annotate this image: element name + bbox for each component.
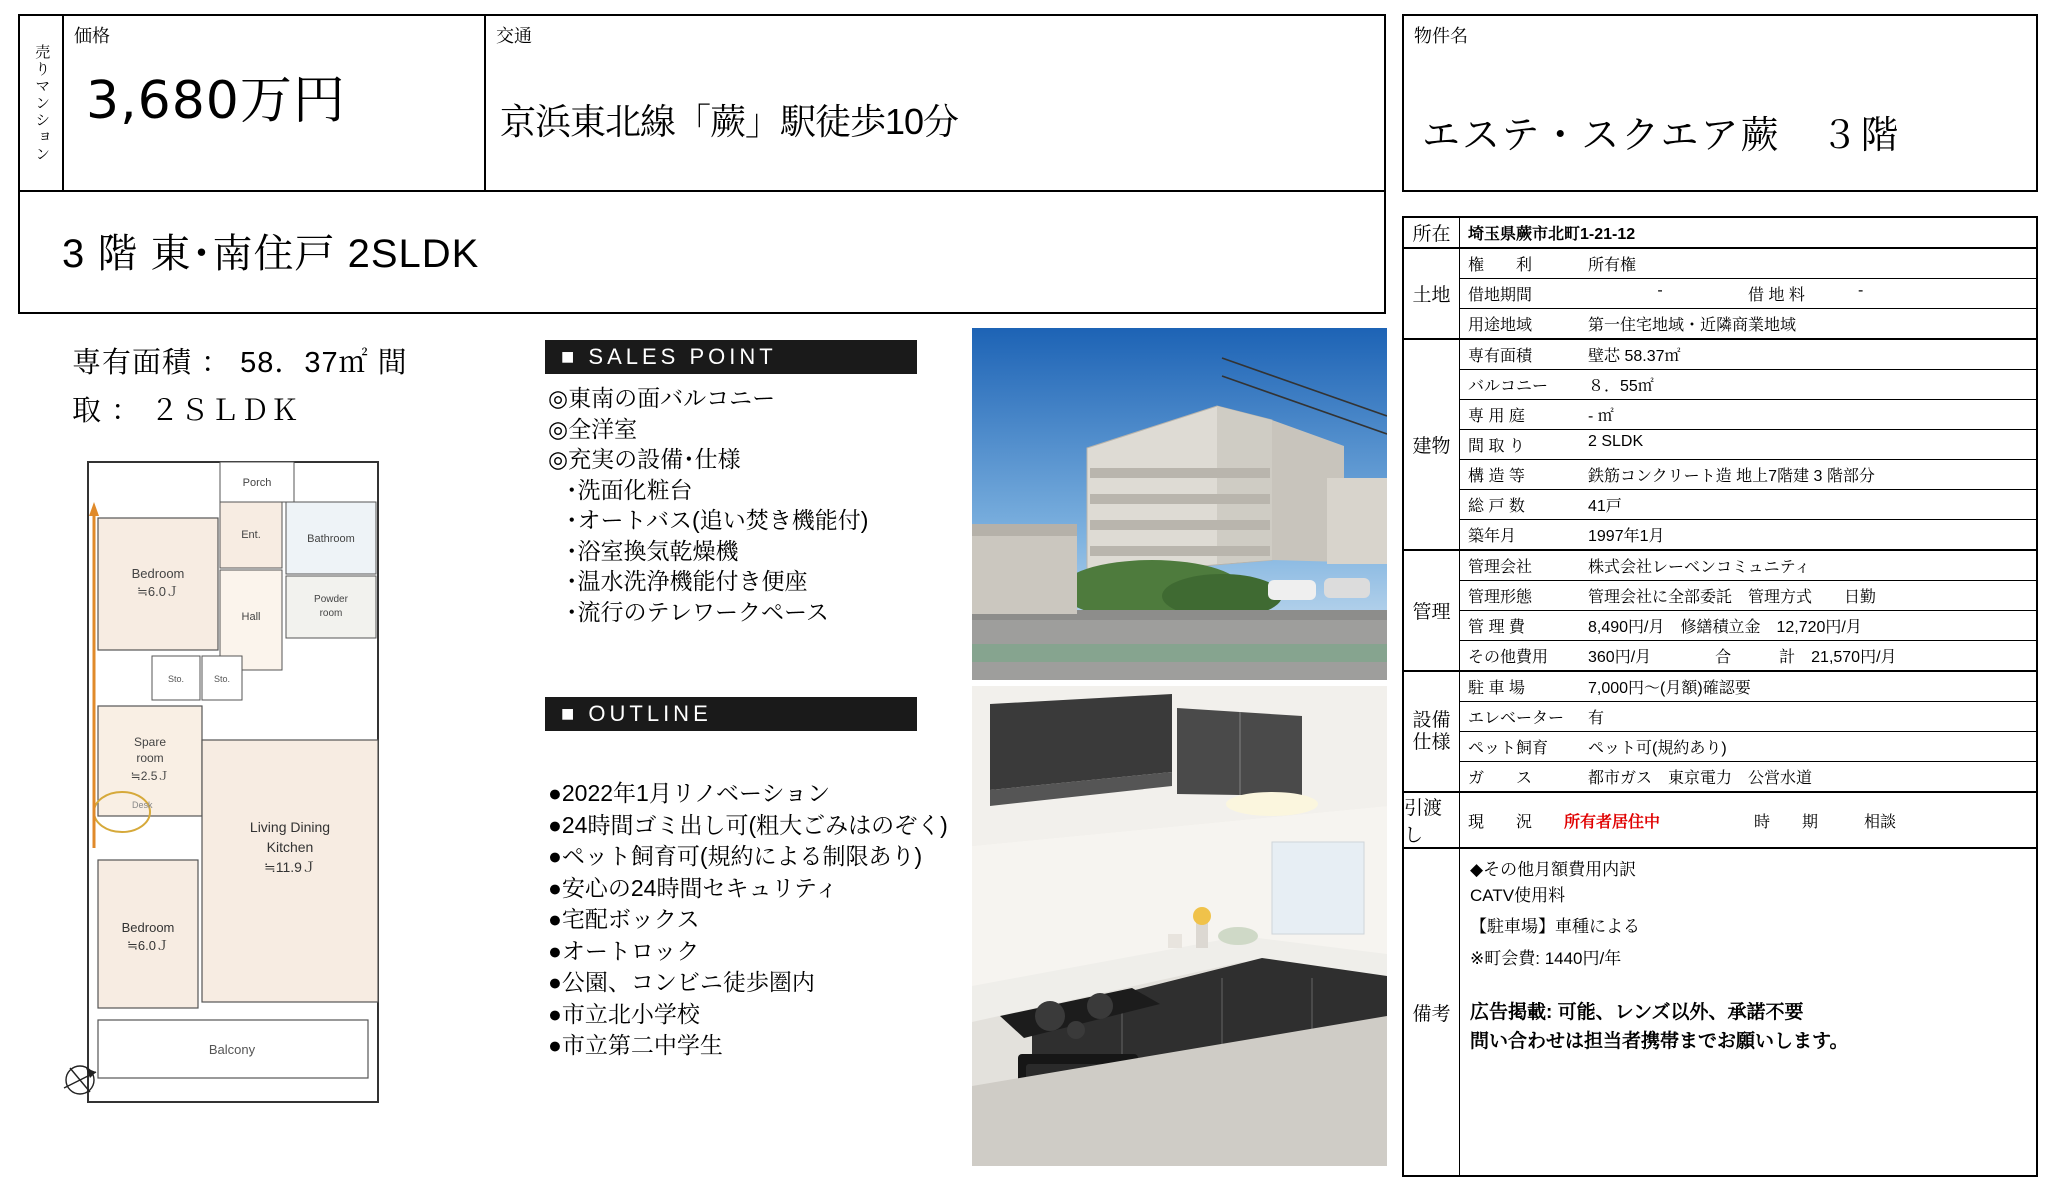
facility-key: ペット飼育 — [1468, 740, 1549, 757]
property-name-value: エステ・スクエア蕨 ３階 — [1422, 115, 1901, 157]
outline-item: ●オートロック — [548, 937, 700, 964]
delivery-status-key: 現 況 — [1468, 813, 1533, 831]
outline-list — [548, 778, 998, 1062]
facility-key: 駐 車 場 — [1468, 680, 1525, 697]
facility-key: ガ ス — [1468, 770, 1533, 787]
facility-group-text: 設備仕様 — [1412, 709, 1451, 753]
table-row — [1460, 430, 2036, 460]
header-band — [18, 14, 1386, 192]
land-value: 第一住宅地域・近隣商業地域 — [1588, 317, 1797, 334]
svg-text:≒2.5Ｊ: ≒2.5Ｊ — [130, 769, 170, 783]
remarks-body — [1460, 849, 2036, 1175]
table-row — [1460, 581, 2036, 611]
outline-item: ●市立北小学校 — [548, 1000, 700, 1027]
table-row — [1460, 460, 2036, 490]
table-row — [1460, 340, 2036, 370]
table-row — [1460, 249, 2036, 279]
svg-text:Bathroom: Bathroom — [307, 533, 355, 545]
svg-text:Balcony: Balcony — [208, 1042, 256, 1057]
table-row — [1460, 490, 2036, 520]
building-value: 2 SLDK — [1588, 433, 1644, 450]
management-key: 管理会社 — [1468, 559, 1533, 576]
table-row — [1460, 702, 2036, 732]
price-value: 3,680万円 — [86, 71, 346, 131]
table-row — [1460, 611, 2036, 641]
table-row — [1460, 520, 2036, 549]
table-row — [1460, 551, 2036, 581]
svg-text:Porch: Porch — [242, 477, 272, 489]
land-section — [1402, 249, 2038, 340]
management-section — [1402, 551, 2038, 672]
land-key-2: 借 地 料 — [1748, 287, 1805, 304]
land-key: 借地期間 — [1468, 287, 1533, 304]
facility-group-label — [1404, 672, 1460, 791]
category-cell — [20, 16, 64, 190]
building-value: 1997年1月 — [1588, 528, 1665, 545]
svg-text:≒6.0Ｊ: ≒6.0Ｊ — [127, 938, 169, 953]
svg-text:room: room — [136, 751, 164, 765]
land-value: - — [1657, 282, 1663, 299]
land-key: 権 利 — [1468, 257, 1533, 274]
land-key: 用途地域 — [1468, 317, 1533, 334]
location-value: 埼玉県蕨市北町1-21-12 — [1468, 226, 1636, 243]
remarks-line: CATV使用料 — [1470, 885, 1566, 905]
delivery-time-key: 時 期 — [1754, 813, 1819, 831]
table-row — [1460, 641, 2036, 670]
exterior-photo — [972, 328, 1387, 680]
outline-item: ●宅配ボックス — [548, 906, 700, 932]
category-label: 売りマンション — [33, 43, 51, 163]
traffic-cell — [486, 16, 1384, 190]
svg-text:Kitchen: Kitchen — [266, 839, 314, 855]
svg-text:≒6.0Ｊ: ≒6.0Ｊ — [137, 584, 179, 599]
spacer — [1470, 971, 2026, 999]
building-value: ８．55㎡ — [1588, 378, 1654, 395]
svg-text:Sto.: Sto. — [213, 674, 231, 684]
land-group-label: 土地 — [1404, 249, 1460, 338]
building-key: バルコニー — [1468, 378, 1549, 395]
outline-item: ●公園、コンビニ徒歩圏内 — [548, 969, 815, 995]
building-value: 壁芯 58.37㎡ — [1588, 348, 1681, 365]
table-row — [1460, 400, 2036, 430]
outline-title: ■ OUTLINE — [545, 697, 917, 731]
outline-item: ●ペット飼育可(規約による制限あり) — [548, 843, 923, 869]
svg-text:Ent.: Ent. — [241, 529, 261, 541]
management-key: 管理形態 — [1468, 589, 1533, 606]
sales-point-subitem: ･温水洗浄機能付き便座 — [566, 568, 808, 595]
kitchen-photo — [972, 686, 1387, 1166]
traffic-label: 交通 — [496, 26, 532, 46]
remarks-section — [1402, 849, 2038, 1177]
outline-item: ●市立第二中学生 — [548, 1032, 723, 1058]
management-key: その他費用 — [1468, 649, 1549, 666]
remarks-bold-line: 問い合わせは担当者携帯までお願いします。 — [1470, 1030, 1849, 1052]
price-label: 価格 — [74, 26, 110, 46]
management-value: 360円/月 合 計 21,570円/月 — [1588, 649, 1897, 666]
floorplan-drawing — [60, 440, 520, 1140]
svg-text:Sto.: Sto. — [167, 674, 185, 684]
sales-point-subitem: ･浴室換気乾燥機 — [566, 537, 739, 564]
outline-item: ●安心の24時間セキュリティ — [548, 874, 839, 901]
summary-value: 3 階 東･南住戸 2SLDK — [62, 232, 480, 276]
building-value: 鉄筋コンクリート造 地上7階建 3 階部分 — [1588, 468, 1875, 485]
svg-text:Bedroom: Bedroom — [131, 566, 185, 581]
sales-point-subitem: ･オートバス(追い焚き機能付) — [566, 507, 869, 534]
table-row — [1460, 279, 2036, 309]
sales-point-item: ◎充実の設備･仕様 — [548, 446, 741, 473]
property-name-label: 物件名 — [1414, 26, 1468, 46]
summary-band — [18, 192, 1386, 314]
sales-point-list — [548, 383, 968, 628]
building-key: 専有面積 — [1468, 348, 1533, 365]
facility-value: 都市ガス 東京電力 公営水道 — [1588, 770, 1813, 787]
facility-key: エレベーター — [1468, 710, 1565, 727]
svg-text:Bedroom: Bedroom — [121, 920, 175, 935]
building-value: - ㎡ — [1588, 408, 1614, 425]
delivery-time-value: 相談 — [1864, 813, 1897, 831]
sales-point-item: ◎東南の面バルコニー — [548, 385, 776, 411]
building-key: 構 造 等 — [1468, 468, 1525, 485]
area-line-1: 専有面積 ： 58．37㎡ 間 — [72, 347, 408, 379]
sales-point-title: ■ SALES POINT — [545, 340, 917, 374]
kitchen-photo-image — [972, 686, 1387, 1166]
svg-text:Living Dining: Living Dining — [249, 819, 331, 835]
building-key: 築年月 — [1468, 528, 1517, 545]
facility-value: ペット可(規約あり) — [1588, 740, 1727, 757]
delivery-group-label: 引渡し — [1404, 793, 1460, 847]
traffic-value: 京浜東北線「蕨」駅徒歩10分 — [500, 101, 959, 142]
outline-item: ●24時間ゴミ出し可(粗大ごみはのぞく) — [548, 811, 948, 838]
location-group-label: 所在 — [1404, 218, 1460, 247]
price-cell — [64, 16, 486, 190]
facility-value: 7,000円～(月額)確認要 — [1588, 680, 1751, 697]
delivery-section — [1402, 793, 2038, 849]
outline-item: ●2022年1月リノベーション — [548, 780, 831, 806]
table-row — [1460, 672, 2036, 702]
building-key: 専 用 庭 — [1468, 408, 1525, 425]
sales-point-subitem: ･流行のテレワークペース — [566, 599, 829, 626]
management-value: 8,490円/月 修繕積立金 12,720円/月 — [1588, 619, 1862, 636]
exterior-photo-image — [972, 328, 1387, 680]
details-table — [1402, 216, 2038, 1177]
building-value: 41戸 — [1588, 498, 1622, 515]
sales-point-subitem: ･洗面化粧台 — [566, 476, 693, 503]
sales-point-item: ◎全洋室 — [548, 415, 638, 442]
area-line-2: 取 ： ２ＳＬＤＫ — [72, 395, 301, 427]
svg-text:Hall: Hall — [241, 611, 261, 623]
floorplan — [60, 440, 520, 1140]
svg-text:≒11.9Ｊ: ≒11.9Ｊ — [264, 859, 316, 875]
table-row — [1460, 762, 2036, 791]
remarks-group-label: 備考 — [1404, 849, 1460, 1175]
building-key: 総 戸 数 — [1468, 498, 1525, 515]
management-value: 株式会社レーベンコミュニティ — [1588, 559, 1811, 576]
table-row — [1460, 370, 2036, 400]
land-value: 所有権 — [1588, 257, 1637, 274]
land-value-2: - — [1858, 282, 1864, 299]
facility-section — [1402, 672, 2038, 793]
management-key: 管 理 費 — [1468, 619, 1525, 636]
remarks-line: ※町会費: 1440円/年 — [1470, 948, 1622, 968]
svg-text:room: room — [319, 608, 343, 619]
table-row — [1460, 309, 2036, 338]
remarks-line: ◆その他月額費用内訳 — [1470, 860, 1637, 879]
delivery-status-value: 所有者居住中 — [1564, 813, 1661, 831]
management-value: 管理会社に全部委託 管理方式 日勤 — [1588, 589, 1877, 606]
remarks-line: 【駐車場】車種による — [1470, 917, 1640, 936]
svg-text:Powder: Powder — [314, 594, 348, 605]
building-group-label: 建物 — [1404, 340, 1460, 549]
building-key: 間 取 り — [1468, 438, 1525, 455]
svg-text:Desk: Desk — [132, 800, 153, 810]
table-row — [1460, 732, 2036, 762]
building-section — [1402, 340, 2038, 551]
remarks-bold-line: 広告掲載: 可能、レンズ以外、承諾不要 — [1470, 1002, 1804, 1023]
management-group-label: 管理 — [1404, 551, 1460, 670]
table-row — [1402, 216, 2038, 249]
property-name-cell — [1402, 14, 2038, 192]
facility-value: 有 — [1588, 710, 1605, 727]
svg-text:Spare: Spare — [133, 735, 167, 749]
